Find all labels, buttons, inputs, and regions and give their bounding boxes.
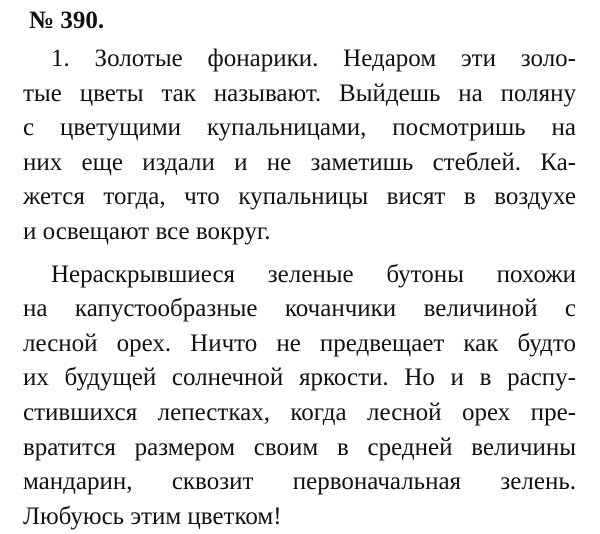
paragraph-2-line-3: лесной орех. Ничто не предвещает как будто — [23, 330, 576, 357]
paragraph-1-line-1: 1. Золотые фонарики. Недаром эти золо- — [51, 45, 576, 72]
paragraph-1-line-3: с цветущими купальницами, посмотришь на — [23, 114, 576, 141]
paragraph-1-line-2: тые цветы так называют. Выйдешь на поляну — [23, 80, 576, 107]
exercise-number: № 390. — [29, 7, 105, 34]
paragraph-2-line-1: Нераскрывшиеся зеленые бутоны похожи — [51, 261, 576, 288]
paragraph-1-line-5: жется тогда, что купальницы висят в воздухе — [23, 183, 576, 210]
paragraph-2-line-7: мандарин, сквозит первоначальная зелень. — [23, 468, 576, 495]
paragraph-2-line-2: на капустообразные кочанчики величиной с — [23, 295, 576, 322]
paragraph-1-line-6: и освещают все вокруг. — [23, 218, 271, 245]
paragraph-2-line-4: их будущей солнечной яркости. Но и в распу- — [23, 364, 576, 391]
paragraph-2-line-5: стившихся лепестках, когда лесной орех пре- — [23, 399, 576, 426]
paragraph-1-line-4: них еще издали и не заметишь стеблей. Ка- — [23, 149, 576, 176]
paragraph-2-line-6: вратится размером своим в средней величины — [23, 434, 576, 461]
paragraph-2-line-8: Любуюсь этим цветком! — [23, 503, 282, 530]
